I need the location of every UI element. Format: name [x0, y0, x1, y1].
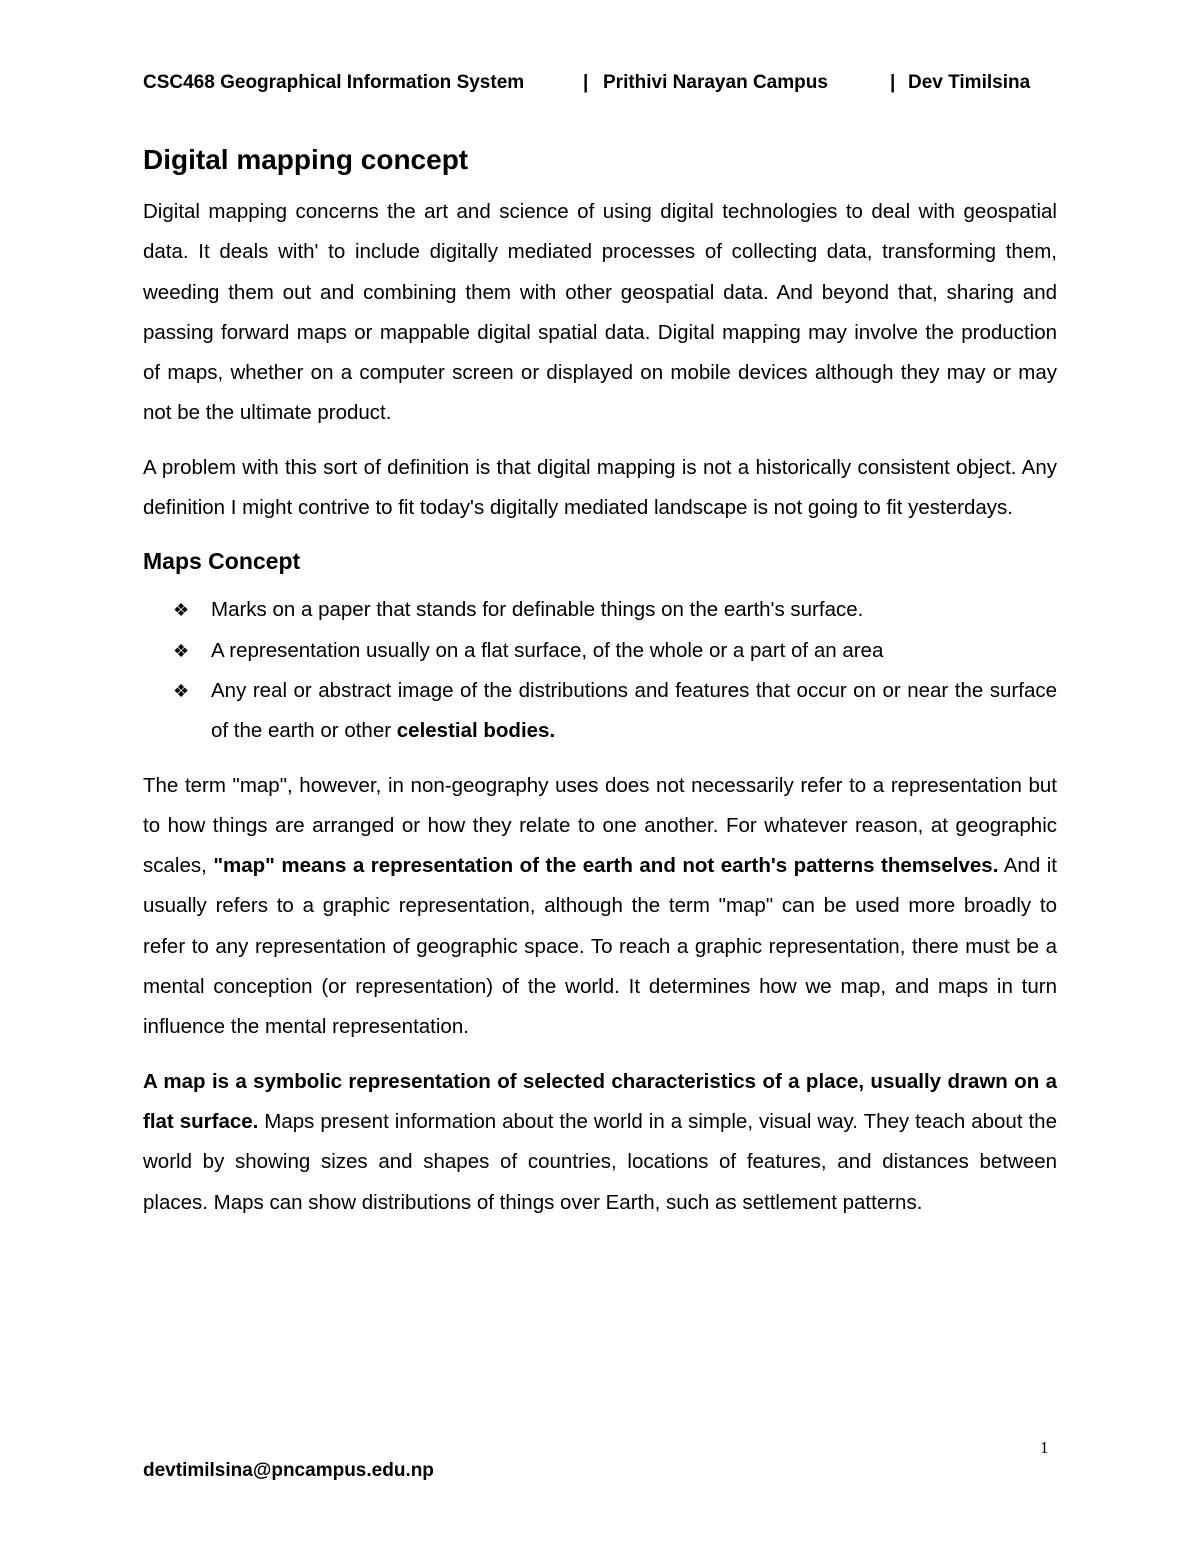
- list-item: [143, 590, 1057, 630]
- list-item-text: Marks on a paper that stands for definable things on the earth's surface.: [211, 598, 864, 622]
- paragraph-text: Maps present information about the world in a simple, visual way. They teach about the world by showing sizes and shapes of countries, locations of features, and distances between places. Maps can show distributions of things over Earth, such as settlement patterns.: [143, 1109, 1057, 1214]
- list-item-text: A representation usually on a flat surface, of the whole or a part of an area: [211, 638, 884, 662]
- list-item: [143, 671, 1057, 752]
- paragraph-bold-text: A map is a symbolic representation of selected characteristics of a place, usually drawn on a flat surface.: [143, 1069, 1057, 1133]
- section-heading-digital-mapping: Digital mapping concept: [143, 144, 469, 175]
- section-heading-maps-concept: Maps Concept: [143, 548, 301, 575]
- paragraph-digital-mapping-definition: Digital mapping concerns the art and science of using digital technologies to deal with geospatial data. It deals with' to include digitally mediated processes of collecting data, transforming them, weeding them out and combining them with other geospatial data. And beyond that, sharing and passing forward maps or mappable digital spatial data. Digital mapping may involve the production of maps, whether on a computer screen or displayed on mobile devices although they may or may not be the ultimate product.: [143, 200, 1057, 425]
- paragraph-bold-text: "map" means a representation of the earth and not earth's patterns themselves.: [213, 854, 999, 878]
- paragraph-map-symbolic-representation: [143, 1062, 1057, 1223]
- diamond-bullet-icon: ❖: [173, 600, 190, 621]
- paragraph-text: And it usually refers to a graphic representation, although the term "map" can be used more broadly to refer to any representation of geographic space. To reach a graphic representation, there must be a mental conception (or representation) of the world. It determines how we map, and maps in turn influence the mental representation.: [143, 854, 1057, 1039]
- header-author-name: Dev Timilsina: [908, 72, 1031, 93]
- paragraph-text: The term "map", however, in non-geography uses does not necessarily refer to a representation but to how things are arranged or how they relate to one another. For whatever reason, at geographic scales,: [143, 773, 1057, 878]
- list-item-text: Any real or abstract image of the distributions and features that occur on or near the surface of the earth or other: [211, 678, 1057, 743]
- diamond-bullet-icon: ❖: [173, 640, 190, 661]
- header-course-title: CSC468 Geographical Information System: [143, 72, 525, 93]
- document-body: [143, 140, 1057, 1237]
- list-item-bold-text: celestial bodies: [396, 719, 550, 743]
- list-item-punctuation: .: [549, 719, 556, 743]
- header-separator: |: [890, 72, 896, 93]
- page-number: 1: [1040, 1438, 1049, 1457]
- diamond-bullet-icon: ❖: [173, 680, 190, 701]
- paragraph-definition-problem: A problem with this sort of definition is that digital mapping is not a historically consistent object. Any definition I might contrive to fit today's digitally mediated landscape is not going to fit yesterdays.: [143, 455, 1057, 520]
- list-item: [143, 631, 1057, 671]
- maps-concept-list: [143, 590, 1057, 751]
- paragraph-term-map: [143, 766, 1057, 1048]
- running-header: [143, 72, 1053, 98]
- footer-email: devtimilsina@pncampus.edu.np: [143, 1460, 434, 1481]
- header-campus-name: Prithivi Narayan Campus: [603, 72, 828, 93]
- header-separator: |: [583, 72, 589, 93]
